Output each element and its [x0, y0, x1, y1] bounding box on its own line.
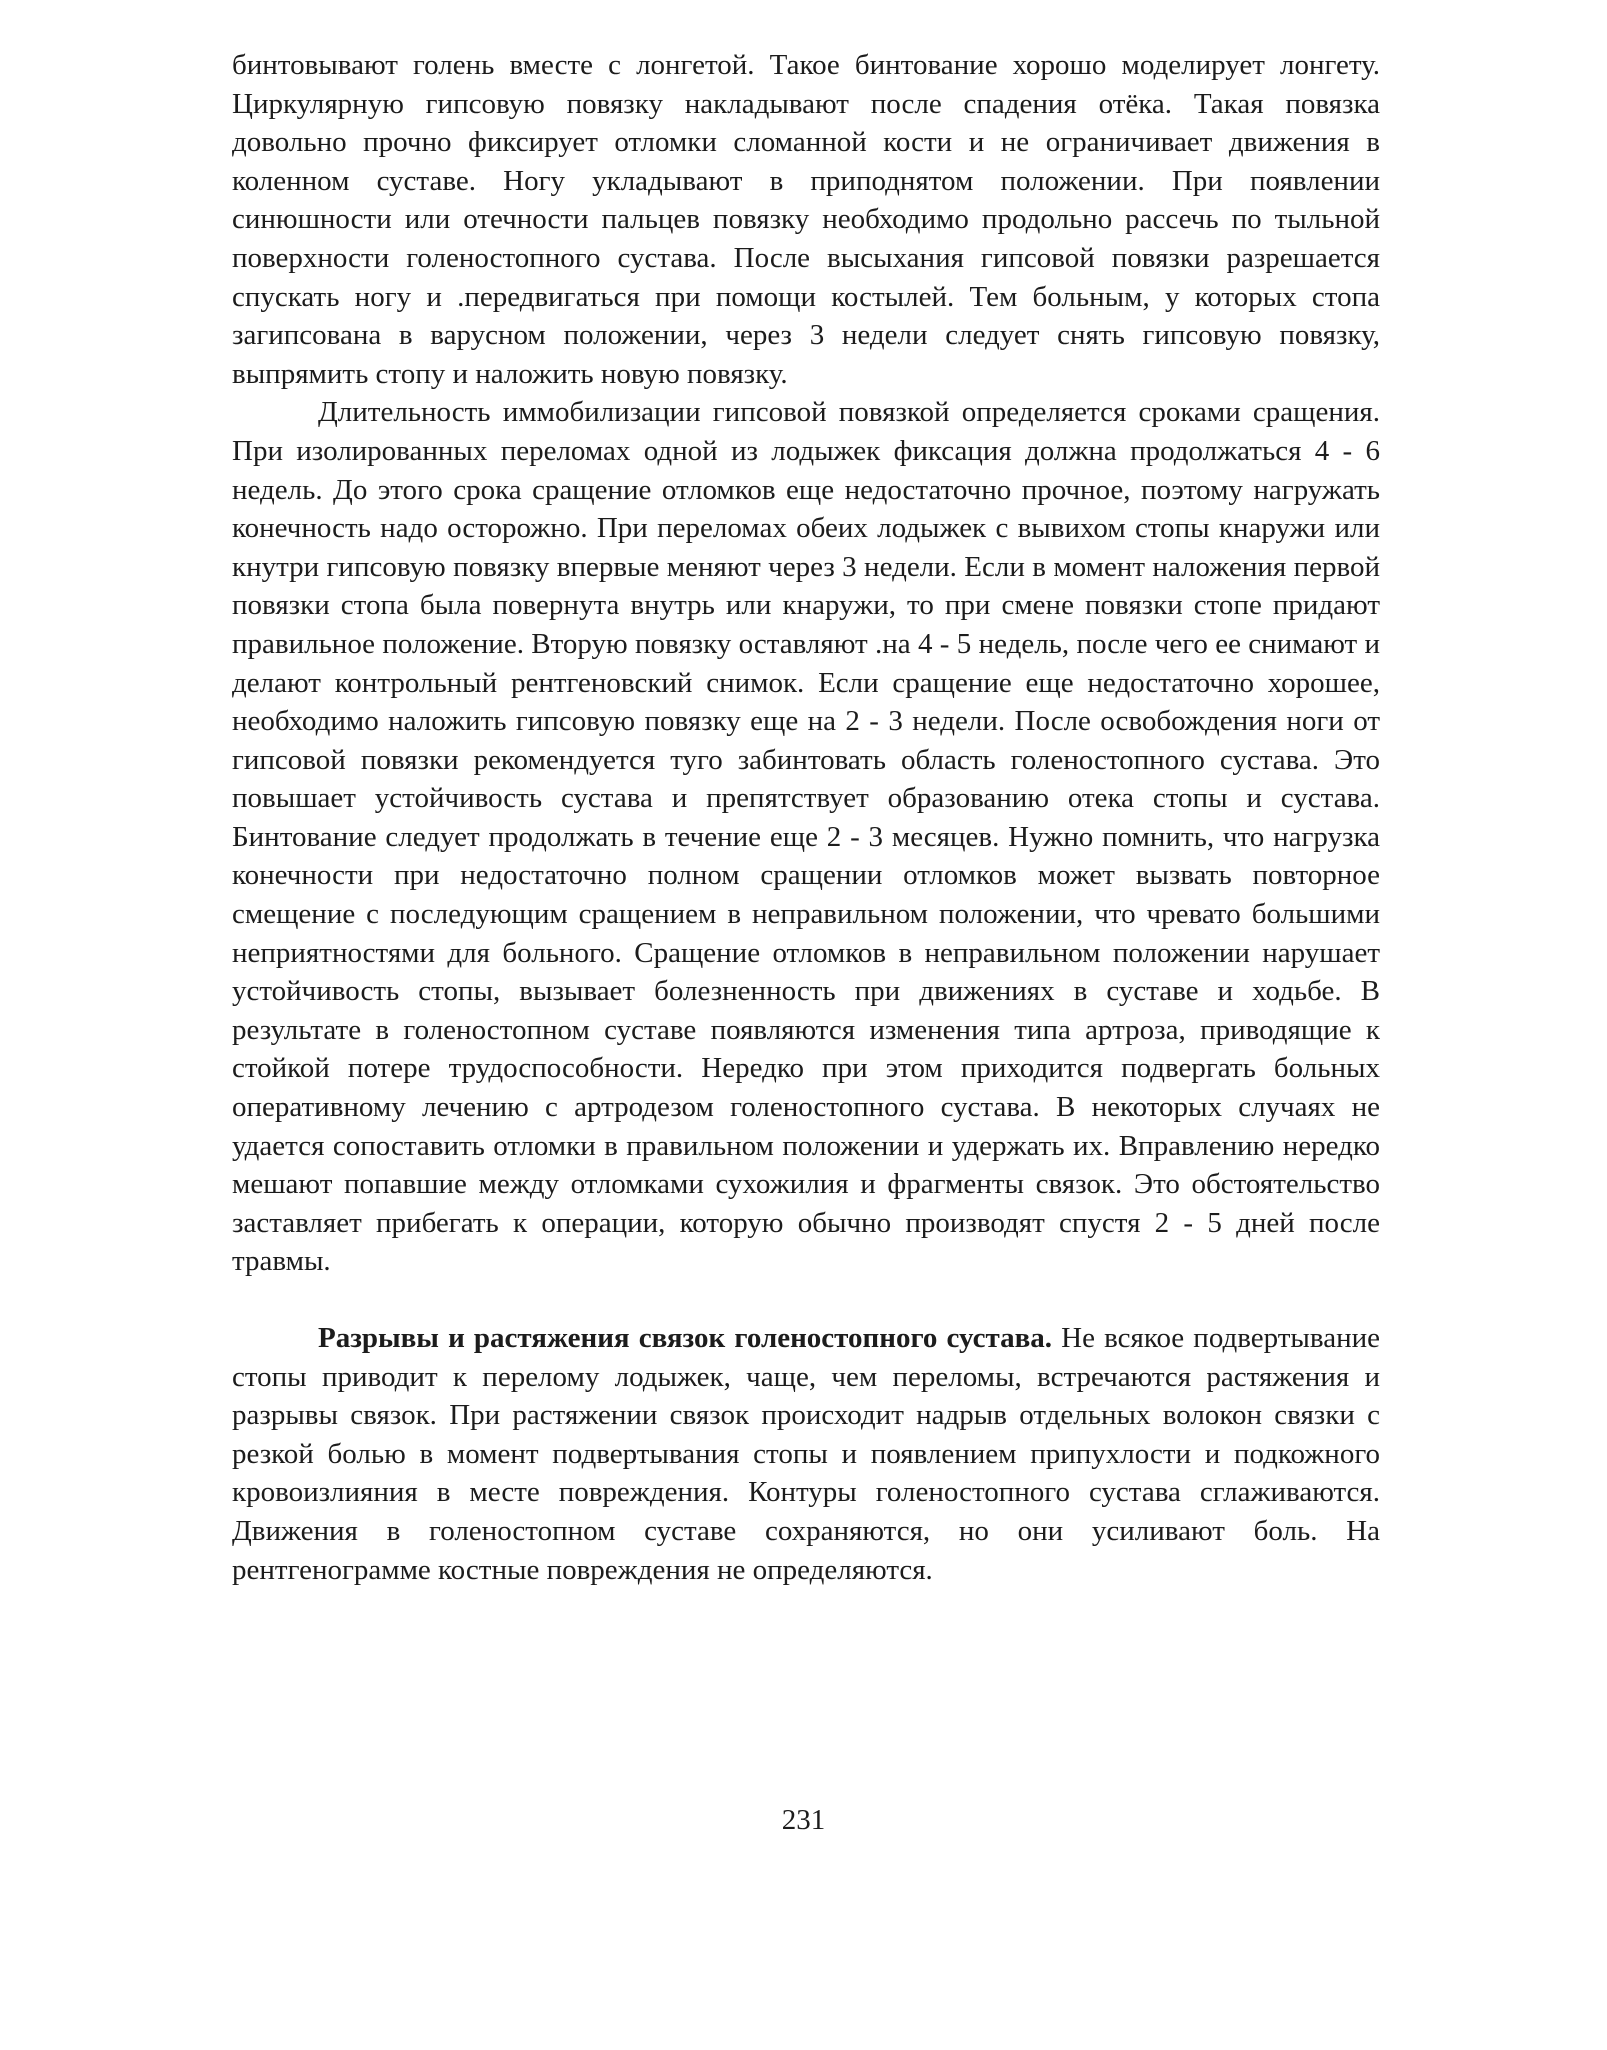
paragraph-immobilization: Длительность иммобилизации гипсовой повязкой определяется сроками сращения. При изолированных переломах одной из лодыжек фиксация должна продолжаться 4 - 6 недель. До этого срока сращение отломков еще недостаточно прочное, поэтому нагружать конечность надо осторожно. При переломах обеих лодыжек с вывихом стопы кнаружи или кнутри гипсовую повязку впервые меняют через 3 недели. Если в момент наложения первой повязки стопа была повернута внутрь или кнаружи, то при смене повязки стопе придают правильное положение. Вторую повязку оставляют .на 4 - 5 недель, после чего ее снимают и делают контрольный рентгеновский снимок. Если сращение еще недостаточно хорошее, необходимо наложить гипсовую повязку еще на 2 - 3 недели. После освобождения ноги от гипсовой повязки рекомендуется туго забинтовать область голеностопного сустава. Это повышает устойчивость сустава и препятствует образованию отека стопы и сустава. Бинтование следует продолжать в течение еще 2 - 3 месяцев. Нужно помнить, что нагрузка конечности при недостаточно полном сращении отломков может вызвать повторное смещение с последующим сращением в неправильном положении, что чревато большими неприятностями для больного. Сращение отломков в неправильном положении нарушает устойчивость стопы, вызывает болезненность при движениях в суставе и ходьбе. В результате в голеностопном суставе появляются изменения типа артроза, приводящие к стойкой потере трудоспособности. Нередко при этом приходится подвергать больных оперативному лечению с артродезом голеностопного сустава. В некоторых случаях не удается сопоставить отломки в правильном положении и удержать их. Вправлению нередко мешают попавшие между отломками сухожилия и фрагменты связок. Это обстоятельство заставляет прибегать к операции, которую обычно производят спустя 2 - 5 дней после травмы. — [232, 396, 1380, 1278]
section-ligament-injuries — [232, 1319, 1380, 1589]
section-heading: Разрывы и растяжения связок голеностопного сустава. — [318, 1322, 1053, 1354]
page-body — [232, 46, 1380, 1589]
paragraph-continuation: бинтовывают голень вместе с лонгетой. Такое бинтование хорошо моделирует лонгету. Циркулярную гипсовую повязку накладывают после спадения отёка. Такая повязка довольно прочно фиксирует отломки сломанной кости и не ограничивает движения в коленном суставе. Ногу укладывают в приподнятом положении. При появлении синюшности или отечности пальцев повязку необходимо продольно рассечь по тыльной поверхности голеностопного сустава. После высыхания гипсовой повязки разрешается спускать ногу и .передвигаться при помощи костылей. Тем больным, у которых стопа загипсована в варусном положении, через 3 недели следует снять гипсовую повязку, выпрямить стопу и наложить новую повязку. — [232, 49, 1380, 390]
page-number: 231 — [781, 1804, 826, 1836]
section-text: Не всякое подвертывание стопы приводит к перелому лодыжек, чаще, чем переломы, встречаются растяжения и разрывы связок. При растяжении связок происходит надрыв отдельных волокон связки с резкой болью в момент подвертывания стопы и появлением припухлости и подкожного кровоизлияния в месте повреждения. Контуры голеностопного сустава сглаживаются. Движения в голеностопном суставе сохраняются, но они усиливают боль. На рентгенограмме костные повреждения не определяются. — [232, 1322, 1380, 1586]
